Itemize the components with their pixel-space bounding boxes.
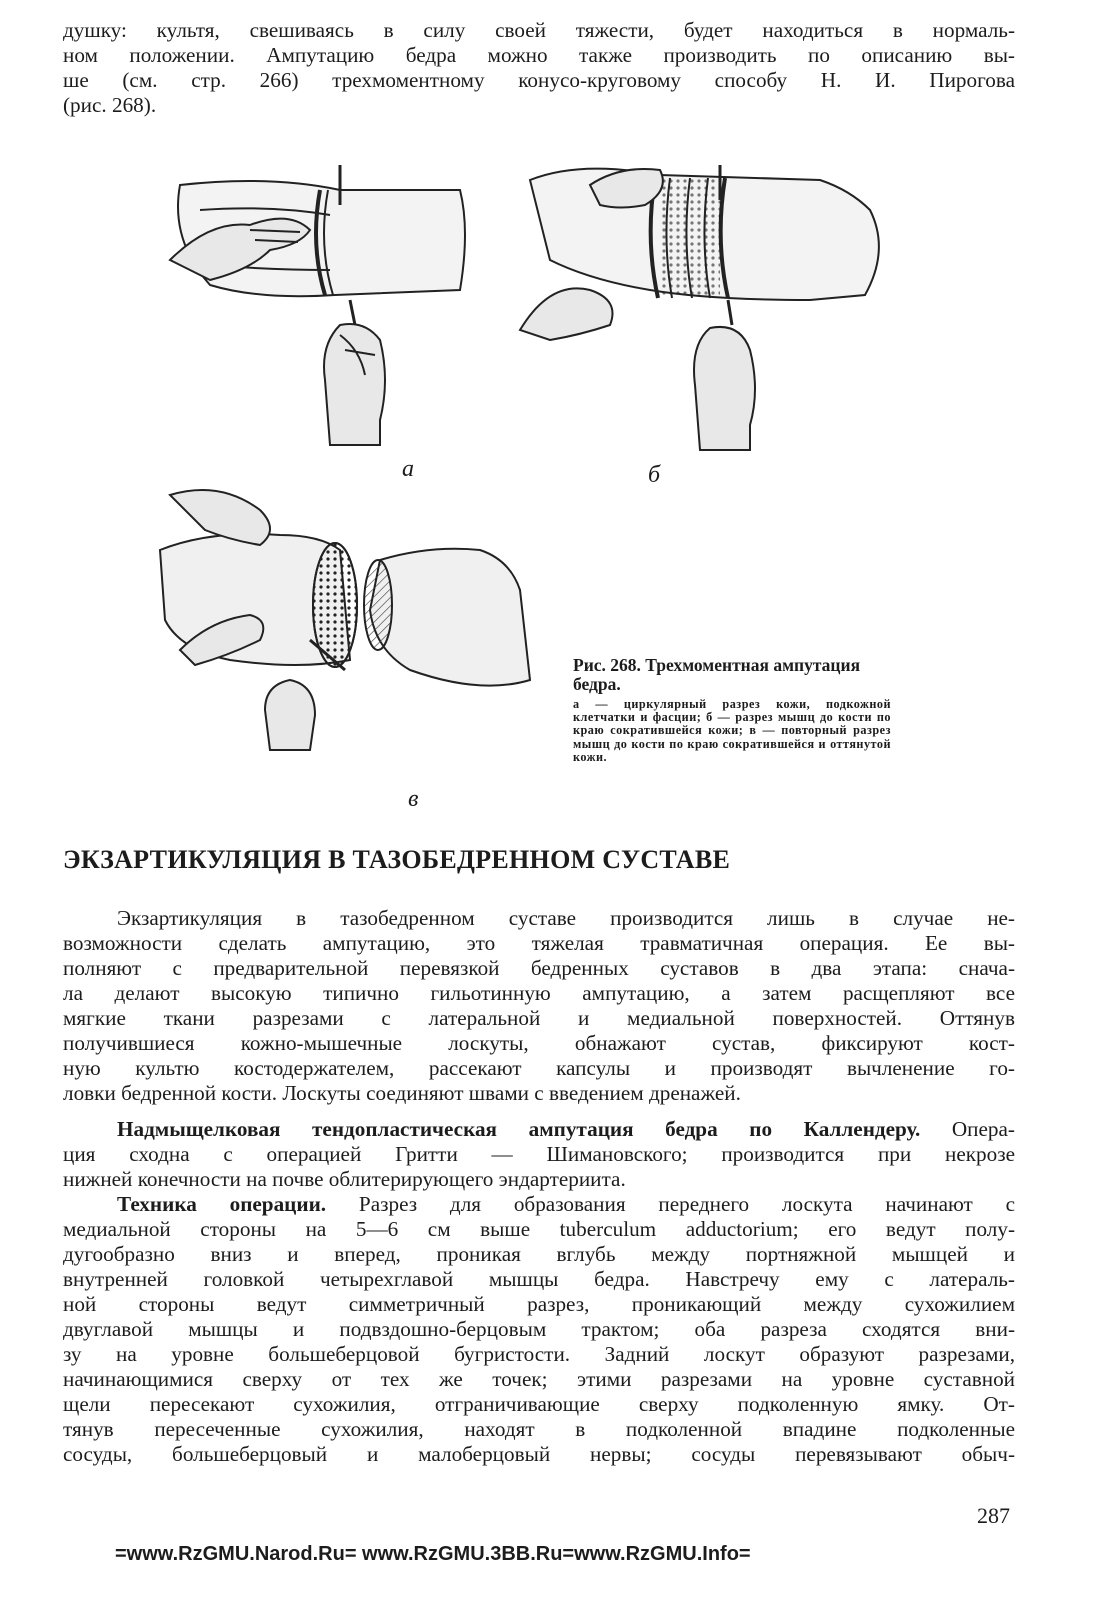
section-heading: ЭКЗАРТИКУЛЯЦИЯ В ТАЗОБЕДРЕННОМ СУСТАВЕ [63,845,731,874]
text-line: ция сходна с операцией Гритти — Шимановского; производится при некрозе [63,1142,1015,1166]
text-line: нижней конечности на почве облитерирующего эндартериита. [63,1167,626,1191]
footer-watermark: =www.RzGMU.Narod.Ru= www.RzGMU.3BB.Ru=www.RzGMU.Info= [115,1543,751,1565]
text-line: полняют с предварительной перевязкой бедренных суставов в два этапа: снача- [63,956,1015,980]
panel-a-drawing [170,165,465,445]
text-line: душку: культя, свешиваясь в силу своей тяжести, будет находиться в нормаль- [63,18,1015,42]
paragraph-callender [63,1117,1015,1192]
label-a: а [402,456,414,482]
text-line: двуглавой мышцы и подвздошно-берцовым трактом; оба разреза сходятся вни- [63,1317,1015,1341]
bold-lead: Техника операции. [117,1192,327,1216]
bold-lead: Надмыщелковая тендопластическая ампутация бедра по Каллендеру. [117,1117,921,1141]
text-line: сосуды, большеберцовый и малоберцовый нервы; сосуды перевязывают обыч- [63,1442,1015,1466]
caption-title: Рис. 268. Трехмоментная ампутация бедра. [573,655,861,694]
text-line: начинающимися сверху от тех же точек; этими разрезами на уровне суставной [63,1367,1015,1391]
text-line: внутренней головкой четырехглавой мышцы бедра. Навстречу ему с латераль- [63,1267,1015,1291]
paragraph-technique [63,1192,1015,1467]
text-line: Экзартикуляция в тазобедренном суставе производится лишь в случае не- [117,906,1015,930]
text-line: ла делают высокую типично гильотинную ампутацию, а затем расщепляют все [63,981,1015,1005]
line-rest: Разрез для образования переднего лоскута начинают с [326,1192,1015,1216]
text-line: ном положении. Ампутацию бедра можно также производить по описанию вы- [63,43,1015,67]
text-line [63,1192,1015,1217]
figure-caption [573,656,891,764]
text-line: медиальной стороны на 5—6 см выше tuberculum adductorium; его ведут полу- [63,1217,1015,1241]
panel-b-drawing [520,165,879,450]
text-line: ной стороны ведут симметричный разрез, проникающий между сухожилием [63,1292,1015,1316]
text-line: возможности сделать ампутацию, это тяжелая травматичная операция. Ее вы- [63,931,1015,955]
text-line [63,1117,1015,1142]
text-line: зу на уровне большеберцовой бугристости. Задний лоскут образуют разрезами, [63,1342,1015,1366]
text-line: тянув пересеченные сухожилия, находят в подколенной впадине подколенные [63,1417,1015,1441]
caption-body: а — циркулярный разрез кожи, подкожной клетчатки и фасции; б — разрез мышц до кости по краю сократившейся кожи; в — повторный разрез мышц до кости по краю сократившейся и оттянутой кожи. [573,697,891,764]
line-rest: Опера- [920,1117,1015,1141]
text-line: ше (см. стр. 266) трехмоментному конусо-круговому способу Н. И. Пирогова [63,68,1015,92]
text-line: ловки бедренной кости. Лоскуты соединяют швами с введением дренажей. [63,1081,741,1105]
page-number: 287 [977,1503,1010,1528]
label-b: б [648,462,661,488]
paragraph-exarticulation [63,906,1015,1106]
text-line: дугообразно вниз и вперед, проникая вглубь между портняжной мышцей и [63,1242,1015,1266]
text-line: мягкие ткани разрезами с латеральной и медиальной поверхностей. Оттянув [63,1006,1015,1030]
text-line: ную культю костодержателем, рассекают капсулы и производят вычленение го- [63,1056,1015,1080]
panel-v-drawing [160,490,530,750]
label-v: в [408,786,419,812]
text-line: (рис. 268). [63,93,157,117]
top-paragraph [63,18,1015,118]
text-line: щели пересекают сухожилия, отграничивающие сверху подколенную ямку. От- [63,1392,1015,1416]
text-line: получившиеся кожно-мышечные лоскуты, обнажают сустав, фиксируют кост- [63,1031,1015,1055]
